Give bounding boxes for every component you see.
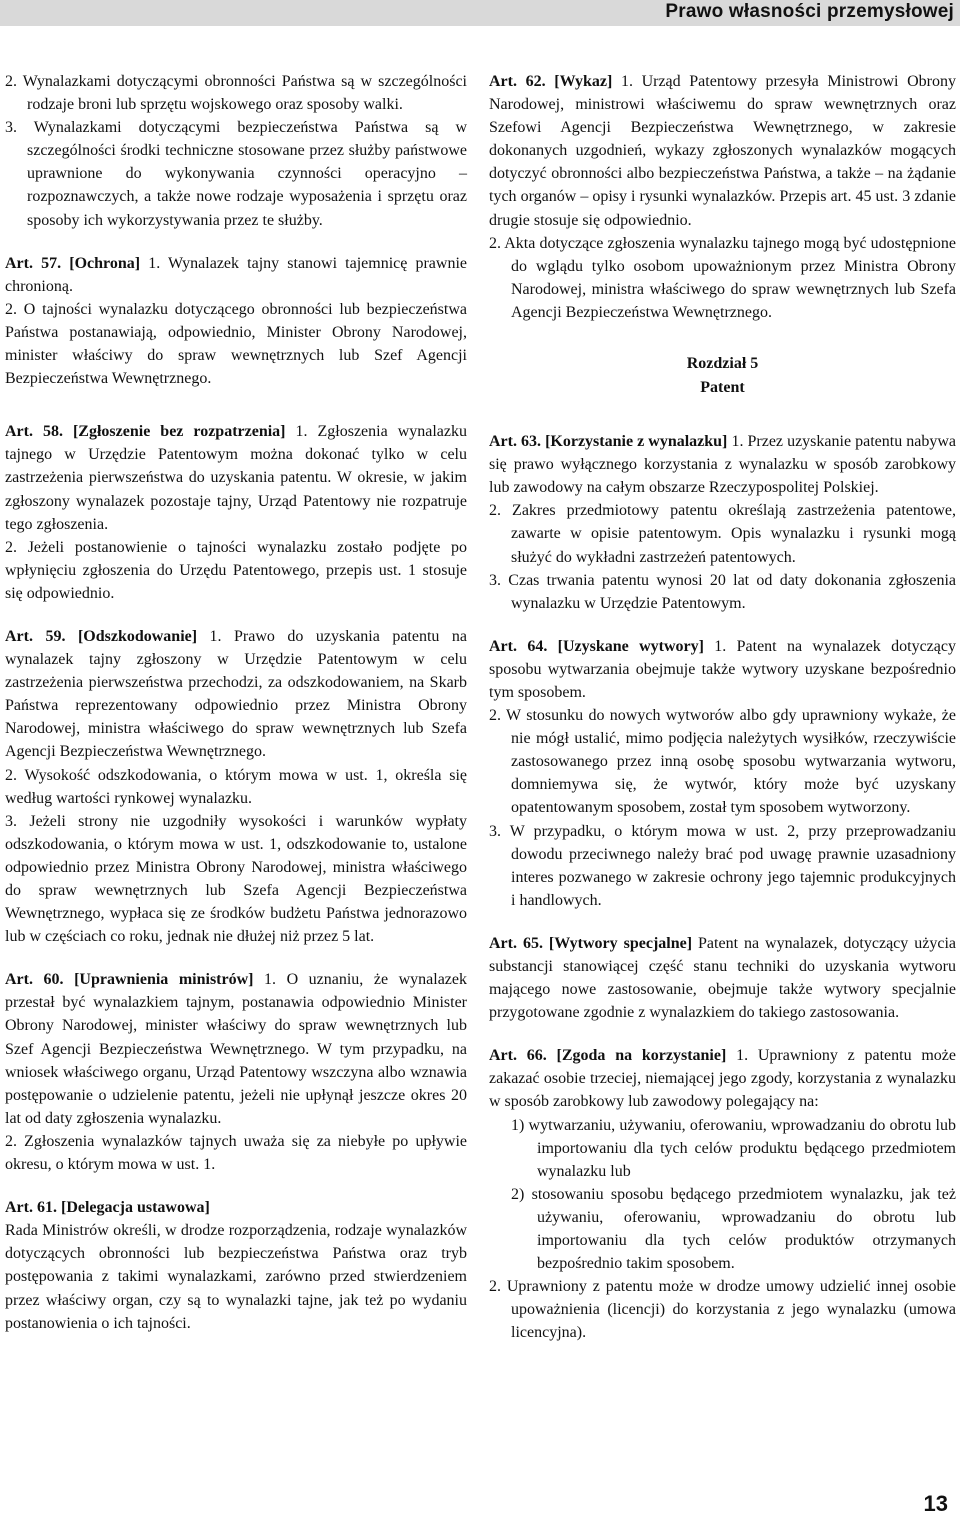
article-60-text-1: 1. O uznaniu, że wynalazek przestał być wynalazkiem tajnym, postanawia odpowiednio Minister Obrony Narodowej, minister właściwy do spraw wewnętrznych lub Szef Agencji Bezpieczeństwa Wewnętrznego. W tym przypadku, na wniosek właściwego organu, Urząd Patentowy wszczyna albo wznawia postępowanie o udzielenie patentu, jeżeli nie upłynął jeszcze okres 20 lat od daty zgłoszenia wynalazku.	[5, 971, 467, 1127]
article-64	[489, 635, 956, 912]
article-58-text-1: 1. Zgłoszenia wynalazku tajnego w Urzędzie Patentowym można dokonać tylko w celu zastrzeżenia pierwszeństwa do uzyskania patentu. W okresie, w jakim zgłoszony wynalazek pozostaje tajny, Urząd Patentowy nie rozpatruje tego zgłoszenia.	[5, 423, 468, 533]
article-60-heading: Art. 60. [Uprawnienia ministrów]	[5, 971, 254, 989]
article-61	[5, 1196, 467, 1335]
article-64-text-3: 3. W przypadku, o którym mowa w ust. 2, przy przeprowadzaniu dowodu przeciwnego należy brać pod uwagę prawnie uzasadniony interes pozwanego w zakresie ochrony jego tajemnic produkcyjnych i handlowych.	[489, 822, 956, 909]
article-61-heading: Art. 61. [Delegacja ustawowa]	[5, 1199, 210, 1217]
article-60	[5, 968, 467, 1176]
article-65-heading: Art. 65. [Wytwory specjalne]	[489, 934, 693, 952]
chapter-heading	[489, 352, 956, 400]
article-63-heading: Art. 63. [Korzystanie z wynalazku]	[489, 433, 728, 451]
article-59-text-2: 2. Wysokość odszkodowania, o którym mowa w ust. 1, określa się według wartości rynkowej wynalazku.	[5, 766, 467, 807]
article-59-text-1: 1. Prawo do uzyskania patentu na wynalazek tajny zgłoszony w Urzędzie Patentowym w celu zastrzeżenia pierwszeństwa przechodzi, za odszkodowaniem, na Skarb Państwa reprezentowany odpowiednio przez Ministra Obrony Narodowej, ministra właściwego do spraw wewnętrznych lub Szefa Agencji Bezpieczeństwa Wewnętrznego.	[5, 627, 468, 761]
article-66-list-item-1: 1) wytwarzaniu, używaniu, oferowaniu, wprowadzaniu do obrotu lub importowaniu dla tych celów produktu będącego przedmiotem wynalazku lub	[511, 1116, 956, 1180]
chapter-number: Rozdział 5	[686, 355, 759, 373]
header-bar	[0, 0, 960, 26]
left-column	[5, 70, 467, 1335]
article-62-text-2: 2. Akta dotyczące zgłoszenia wynalazku tajnego mogą być udostępnione do wglądu tylko osobom upoważnionym przez Ministra Obrony Narodowej, ministra właściwego do spraw wewnętrznych lub Szefa Agencji Bezpieczeństwa Wewnętrznego.	[489, 234, 956, 321]
article-65	[489, 932, 956, 1024]
article-66-heading: Art. 66. [Zgoda na korzystanie]	[489, 1047, 727, 1065]
article-58	[5, 420, 467, 605]
article-57-text-2: 2. O tajności wynalazku dotyczącego obronności lub bezpieczeństwa Państwa postanawiają, odpowiednio, Minister Obrony Narodowej, minister właściwy do spraw wewnętrznych lub Szef Agencji Bezpieczeństwa Wewnętrznego.	[5, 300, 467, 388]
article-59-heading: Art. 59. [Odszkodowanie]	[5, 627, 198, 645]
article-66	[489, 1044, 956, 1344]
article-62-heading: Art. 62. [Wykaz]	[489, 73, 613, 90]
article-63-text-2: 2. Zakres przedmiotowy patentu określają zastrzeżenia patentowe, zawarte w opisie patentowym. Opis wynalazku i rysunki mogą służyć do wykładni zastrzeżeń patentowych.	[489, 502, 956, 566]
article-62-text-1: 1. Urząd Patentowy przesyła Ministrowi Obrony Narodowej, ministrowi właściwemu do spraw wewnętrznych oraz Szefowi Agencji Bezpieczeństwa Wewnętrznego, w zakresie dokonanych uzgodnień, wykazy zgłoszonych wynalazków mogących dotyczyć obronności albo bezpieczeństwa Państwa, a także – na żądanie tych organów – opisy i rysunki wynalazków. Przepis art. 45 ust. 3 zdanie drugie stosuje się odpowiednio.	[489, 73, 957, 229]
page-number: 13	[923, 1491, 948, 1516]
running-header-title: Prawo własności przemysłowej	[665, 1, 954, 22]
article-66-text-1: 1. Uprawniony z patentu może zakazać osobie trzeciej, niemającej jego zgody, korzystania z wynalazku w sposób zarobkowy lub zawodowy polegający na:	[489, 1047, 957, 1111]
article-66-text-2: 2. Uprawniony z patentu może w drodze umowy udzielić innej osobie upoważnienia (licencji) do korzystania z jego wynalazku (umowa licencyjna).	[489, 1278, 956, 1342]
paragraph-security: 3. Wynalazkami dotyczącymi bezpieczeństwa Państwa są w szczególności środki techniczne stosowane przez służby państwowe uprawnione do wykonywania czynności operacyjno – rozpoznawczych, a także nowe rodzaje wyposażenia i sprzętu oraz sposoby ich wykorzystywania przez te służby.	[5, 119, 467, 229]
chapter-title: Patent	[700, 379, 745, 397]
paragraph-weapons: 2. Wynalazkami dotyczącymi obronności Państwa są w szczególności rodzaje broni lub sprzętu wojskowego oraz sposoby walki.	[5, 73, 467, 114]
article-63	[489, 430, 956, 615]
article-62	[489, 70, 956, 324]
article-59-text-3: 3. Jeżeli strony nie uzgodniły wysokości i warunków wypłaty odszkodowania, o którym mowa w ust. 1, odszkodowanie to, ustalone odpowiednio przez Ministra Obrony Narodowej, ministra właściwego do spraw wewnętrznych lub Szefa Agencji Bezpieczeństwa Wewnętrznego, wypłaca się ze środków budżetu Państwa jednorazowo lub w częściach co roku, jednak nie dłużej niż przez 5 lat.	[5, 812, 467, 946]
article-59	[5, 625, 467, 948]
article-65-text-1: Patent na wynalazek, dotyczący użycia substancji stanowiącej część stanu techniki do uzyskania wytworu mającego nowe zastosowanie, obejmuje także wytwory specjalnie przygotowane zgodnie z wynalazkiem do takiego zastosowania.	[489, 934, 956, 1022]
article-64-text-1: 1. Patent na wynalazek dotyczący sposobu wytwarzania obejmuje także wytwory uzyskane bezpośrednio tym sposobem.	[489, 637, 956, 701]
article-64-text-2: 2. W stosunku do nowych wytworów albo gdy uprawniony wykaże, że nie mógł ustalić, mimo podjęcia należytych wysiłków, rzeczywiście zastosowanego przez inną osobę sposobu wytwarzania wytworu, domniemywa się, że wytwór, który może być uzyskany opatentowanym sposobem, został tym sposobem wytworzony.	[489, 707, 956, 817]
article-58-heading: Art. 58. [Zgłoszenie bez rozpatrzenia]	[5, 423, 286, 441]
article-61-text-1: Rada Ministrów określi, w drodze rozporządzenia, rodzaje wynalazków dotyczących obronności lub bezpieczeństwa Państwa oraz tryb postępowania z takimi wynalazkami, zarówno przed stwierdzeniem przez właściwy organ, czy są to wynalazki tajne, jak też po wydaniu postanowienia o ich tajności.	[5, 1222, 467, 1332]
article-64-heading: Art. 64. [Uzyskane wytwory]	[489, 637, 704, 655]
article-60-text-2: 2. Zgłoszenia wynalazków tajnych uważa się za niebyłe po upływie okresu, o którym mowa w ust. 1.	[5, 1132, 467, 1174]
article-57-heading: Art. 57. [Ochrona]	[5, 254, 141, 272]
article-57	[5, 252, 467, 391]
article-63-text-1: 1. Przez uzyskanie patentu nabywa się prawo wyłącznego korzystania z wynalazku w sposób zarobkowy lub zawodowy na całym obszarze Rzeczypospolitej Polskiej.	[489, 433, 957, 497]
article-57-text-1: 1. Wynalazek tajny stanowi tajemnicę prawnie chronioną.	[5, 254, 468, 295]
article-63-text-3: 3. Czas trwania patentu wynosi 20 lat od daty dokonania zgłoszenia wynalazku w Urzędzie Patentowym.	[489, 571, 956, 612]
right-column	[489, 70, 956, 1345]
article-58-text-2: 2. Jeżeli postanowienie o tajności wynalazku zostało podjęte po wpłynięciu zgłoszenia do Urzędu Patentowego, przepis ust. 1 stosuje się odpowiednio.	[5, 538, 467, 602]
article-66-list-item-2: 2) stosowaniu sposobu będącego przedmiotem wynalazku, jak też używaniu, oferowaniu, wprowadzaniu do obrotu lub importowaniu dla tych celów produktów otrzymanych bezpośrednio takim sposobem.	[511, 1185, 956, 1273]
